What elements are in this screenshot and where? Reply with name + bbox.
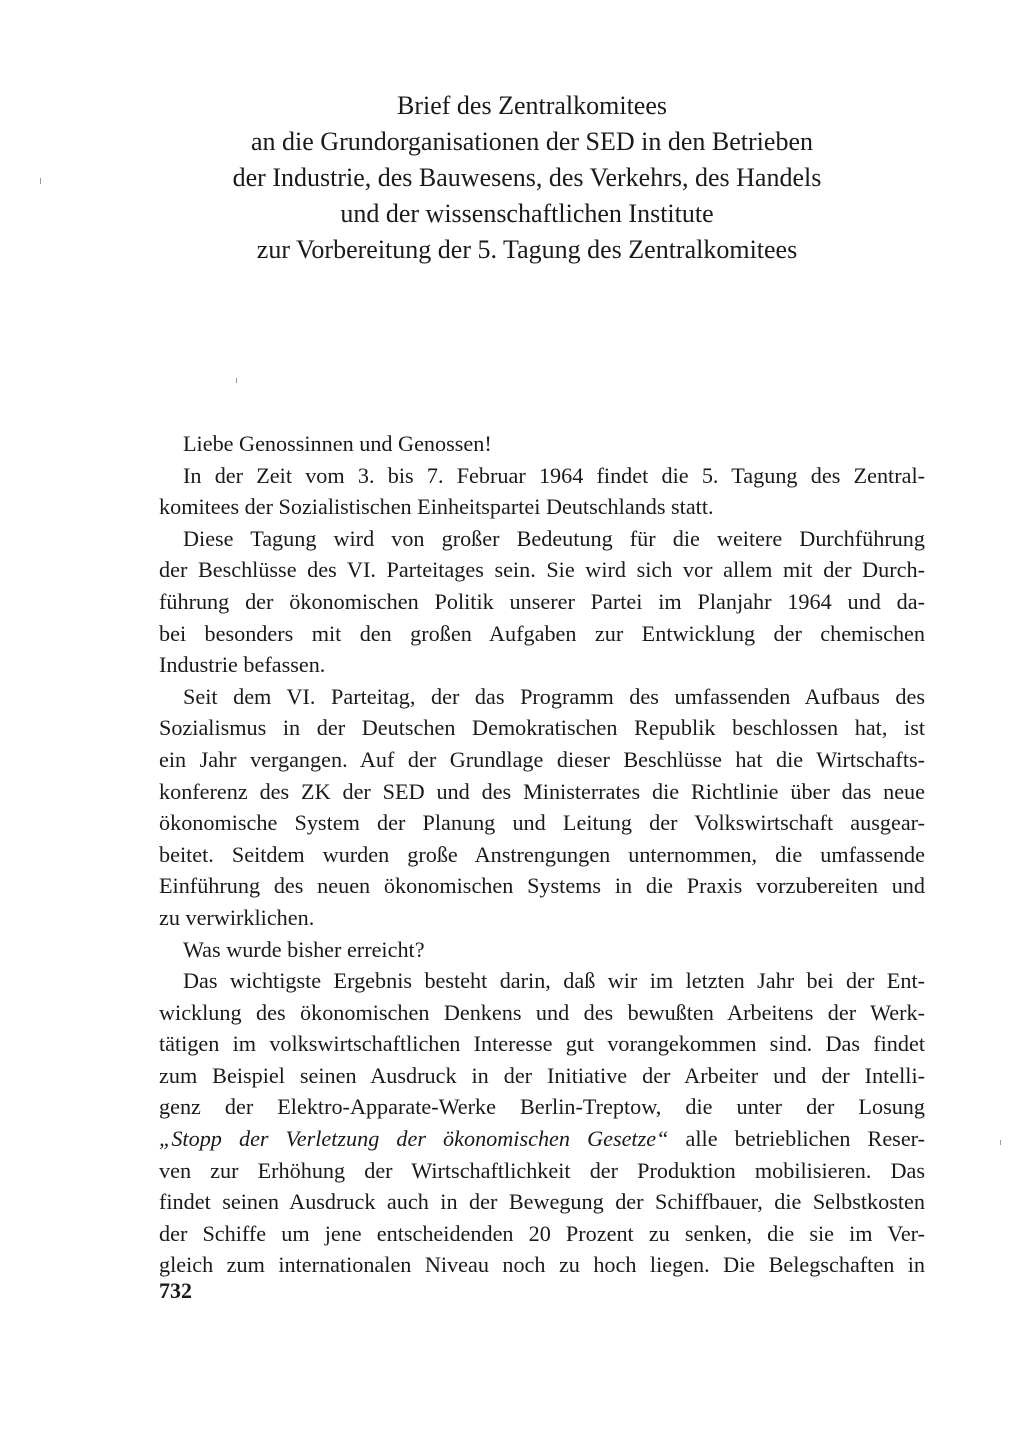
body-line: bei besonders mit den großen Aufgaben zur Entwicklung der chemischen: [159, 620, 925, 646]
title-line: und der wissenschaftlichen Institute: [340, 199, 714, 228]
body-line: [159, 1123, 925, 1155]
body-line: tätigen im volkswirtschaftlichen Interesse gut vorangekommen sind. Das findet: [159, 1031, 925, 1057]
body-line: Einführung des neuen ökonomischen Systems in die Praxis vorzubereiten und: [159, 873, 925, 899]
body-line: der Beschlüsse des VI. Parteitages sein. Sie wird sich vor allem mit der Durch-: [159, 557, 925, 583]
body-line: Das wichtigste Ergebnis besteht darin, daß wir im letzten Jahr bei der Ent-: [183, 968, 925, 994]
body-line: zu verwirklichen.: [159, 904, 315, 930]
scan-speck: [236, 378, 237, 383]
scan-speck: [1000, 1140, 1001, 1145]
title-line: der Industrie, des Bauwesens, des Verkehrs, des Handels: [232, 163, 822, 192]
body-line: Sozialismus in der Deutschen Demokratischen Republik beschlossen hat, ist: [159, 715, 925, 741]
body-line: gleich zum internationalen Niveau noch zu hoch liegen. Die Belegschaften in: [159, 1252, 925, 1278]
body-line: Was wurde bisher erreicht?: [183, 936, 425, 962]
body-line-tail: alle betrieblichen Reser-: [685, 1126, 925, 1152]
body-line: komitees der Sozialistischen Einheitspartei Deutschlands statt.: [159, 494, 714, 520]
title-line: zur Vorbereitung der 5. Tagung des Zentralkomitees: [256, 235, 798, 264]
slogan-quote: „Stopp der Verletzung der ökonomischen Gesetze“: [159, 1126, 669, 1152]
body-line: der Schiffe um jene entscheidenden 20 Prozent zu senken, die sie im Ver-: [159, 1220, 925, 1246]
body-line: konferenz des ZK der SED und des Ministerrates die Richtlinie über das neue: [159, 778, 925, 804]
body-line: ein Jahr vergangen. Auf der Grundlage dieser Beschlüsse hat die Wirtschafts-: [159, 746, 925, 772]
body-line: Seit dem VI. Parteitag, der das Programm des umfassenden Aufbaus des: [183, 683, 925, 709]
body-line: findet seinen Ausdruck auch in der Bewegung der Schiffbauer, die Selbstkosten: [159, 1189, 925, 1215]
body-line: ven zur Erhöhung der Wirtschaftlichkeit der Produktion mobilisieren. Das: [159, 1157, 925, 1183]
body-line: In der Zeit vom 3. bis 7. Februar 1964 findet die 5. Tagung des Zentral-: [183, 462, 925, 488]
page-number: 732: [159, 1278, 192, 1303]
body-line: führung der ökonomischen Politik unserer Partei im Planjahr 1964 und da-: [159, 588, 925, 614]
title-line: an die Grundorganisationen der SED in den Betrieben: [251, 127, 813, 156]
body-line: ökonomische System der Planung und Leitung der Volkswirtschaft ausgear-: [159, 810, 925, 836]
letter-body: [159, 428, 925, 1281]
salutation: Liebe Genossinnen und Genossen!: [183, 431, 492, 456]
body-line: Industrie befassen.: [159, 652, 326, 678]
title-line: Brief des Zentralkomitees: [396, 91, 668, 120]
scan-speck: [40, 178, 41, 184]
letter-title: [0, 88, 1024, 268]
body-line: Diese Tagung wird von großer Bedeutung für die weitere Durchführung: [183, 525, 925, 551]
body-line: wicklung des ökonomischen Denkens und des bewußten Arbeitens der Werk-: [159, 999, 925, 1025]
body-line: zum Beispiel seinen Ausdruck in der Initiative der Arbeiter und der Intelli-: [159, 1062, 925, 1088]
body-line: beitet. Seitdem wurden große Anstrengungen unternommen, die umfassende: [159, 841, 925, 867]
body-line: genz der Elektro-Apparate-Werke Berlin-Treptow, die unter der Losung: [159, 1094, 925, 1120]
